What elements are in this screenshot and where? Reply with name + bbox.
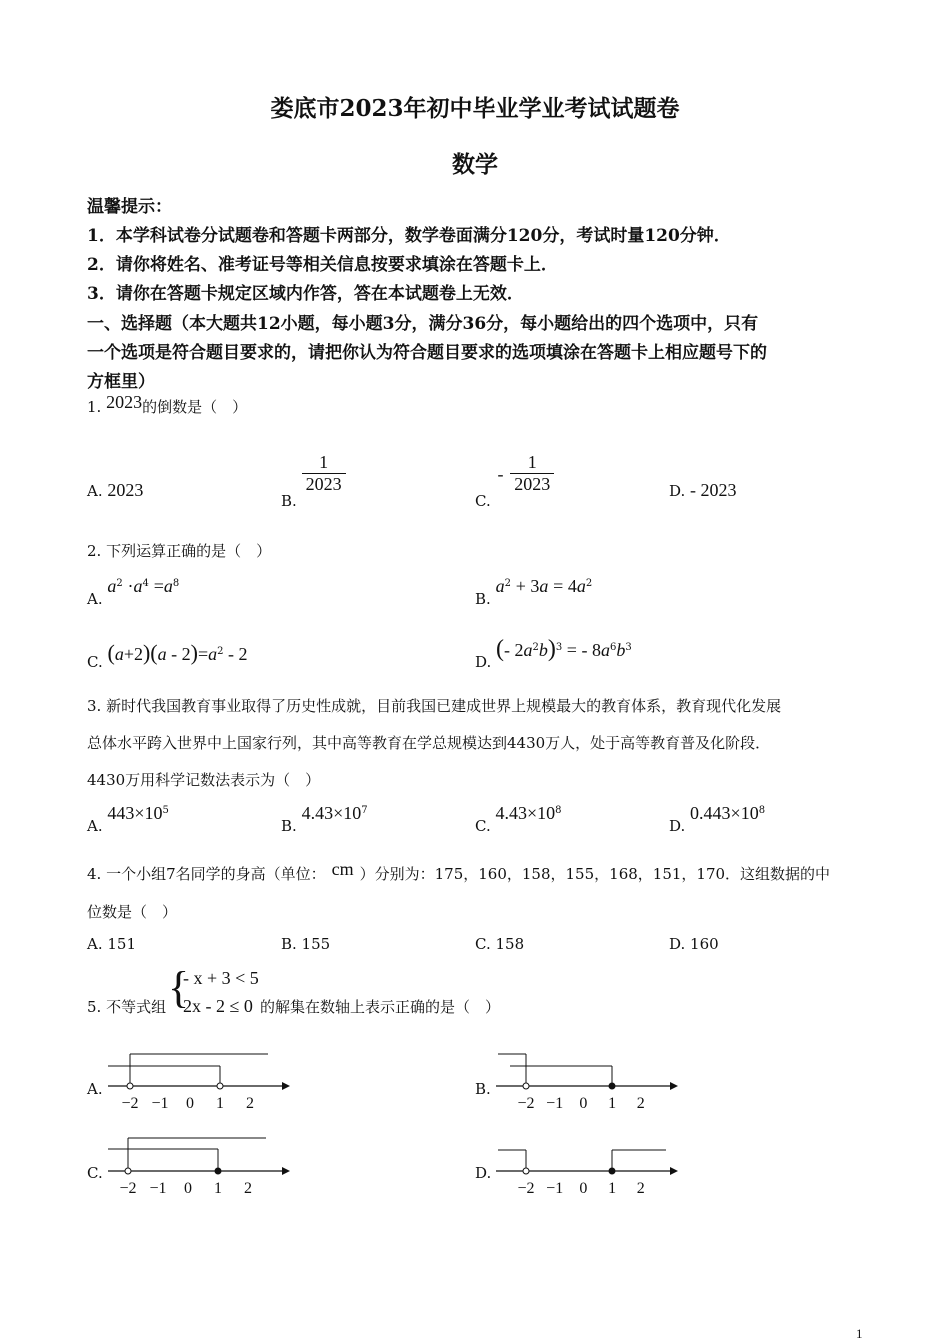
section-heading-line-1: 一、选择题（本大题共12小题，每小题3分，满分36分，每小题给出的四个选项中，只有: [87, 314, 759, 334]
question-2: 2. 下列运算正确的是（ ）: [87, 542, 272, 560]
question-4-line-1: [87, 859, 831, 884]
q1-option-b[interactable]: [281, 452, 346, 510]
option-value: 443×10: [107, 803, 163, 823]
subject-title: 数学: [452, 151, 498, 178]
tick-label: 1: [608, 1180, 617, 1197]
q3-option-b[interactable]: [281, 803, 368, 835]
q5-option-d-number-line[interactable]: [488, 1130, 678, 1200]
tick-label: 2: [636, 1180, 645, 1197]
q4-option-d[interactable]: D. 160: [669, 935, 719, 953]
q4-text-post: ）分别为：175，160，158，155，168，151，170．这组数据的中: [359, 865, 831, 883]
system-brace: {: [168, 963, 190, 1012]
option-label: B.: [475, 590, 491, 608]
tick-label: 1: [214, 1180, 222, 1197]
q2-d-expression: (- $2a^2b)^3$ = - $8a^6b^3$: [496, 636, 632, 662]
q2-option-b[interactable]: [475, 576, 593, 608]
minus-sign: -: [497, 463, 504, 484]
q5-text-pre: 5. 不等式组: [87, 998, 167, 1016]
option-label: C.: [475, 491, 491, 510]
option-label: A.: [87, 482, 103, 500]
q1-option-c[interactable]: [475, 452, 554, 510]
page-number: 1: [856, 1326, 863, 1341]
tick-label: −1: [546, 1095, 564, 1112]
exponent: 8: [758, 805, 766, 816]
exponent: 7: [361, 805, 368, 816]
question-4-line-2: 位数是（ ）: [87, 903, 178, 921]
q5-option-a-number-line[interactable]: [100, 1045, 290, 1115]
tick-label: −1: [546, 1180, 564, 1197]
option-value: 0.443×10: [690, 803, 759, 823]
q5-option-c-number-line[interactable]: [100, 1130, 290, 1200]
tick-group: [121, 1095, 254, 1112]
q3-option-d[interactable]: [669, 803, 766, 835]
option-label: D.: [475, 653, 492, 671]
tick-group: [517, 1095, 644, 1112]
closed-point: [215, 1168, 221, 1174]
notice-heading: 温馨提示：: [87, 197, 172, 217]
q5-option-b-label[interactable]: B.: [475, 1080, 491, 1098]
option-label: C.: [475, 817, 491, 835]
tick-label: 0: [579, 1180, 588, 1197]
q1-option-d[interactable]: [669, 480, 737, 501]
q2-option-a[interactable]: [87, 576, 180, 608]
tick-label: 0: [186, 1095, 194, 1112]
exponent: 8: [555, 805, 562, 816]
tick-label: 0: [184, 1180, 192, 1197]
tick-label: 1: [608, 1095, 617, 1112]
tick-label: 2: [246, 1095, 254, 1112]
open-point: [125, 1168, 131, 1174]
q2-option-c[interactable]: [87, 640, 248, 671]
open-point: [127, 1083, 133, 1089]
axis-arrow: [670, 1082, 678, 1090]
tick-label: −2: [517, 1180, 535, 1197]
notice-line-2: 2．请你将姓名、准考证号等相关信息按要求填涂在答题卡上．: [87, 255, 558, 275]
q5-option-b-number-line[interactable]: [488, 1045, 678, 1115]
q5-option-c-label[interactable]: C.: [87, 1164, 103, 1182]
option-label: C.: [87, 653, 103, 671]
notice-line-1: 1．本学科试卷分试题卷和答题卡两部分，数学卷面满分120分，考试时量120分钟．: [87, 226, 731, 246]
open-point: [523, 1168, 529, 1174]
exam-title: 娄底市2023年初中毕业学业考试试题卷: [270, 95, 680, 122]
q2-a-expression: $a^2 \cdot a^4 =a^8$: [107, 576, 180, 596]
tick-group: [517, 1180, 644, 1197]
tick-label: 2: [244, 1180, 252, 1197]
option-label: B.: [281, 817, 297, 835]
closed-point: [609, 1083, 615, 1089]
fraction: [302, 452, 346, 495]
fraction-numerator: 1: [510, 452, 554, 474]
inequality-2: 2x - 2 ≤ 0: [183, 996, 253, 1016]
axis-arrow: [670, 1167, 678, 1175]
option-label: B.: [281, 491, 297, 510]
fraction-denominator: 2023: [514, 474, 551, 494]
option-value: 4.43×10: [495, 803, 556, 823]
q2-c-expression: $(a+2)(a - 2)=a^2 - 2$: [107, 640, 248, 665]
inequality-1: - x + 3 < 5: [183, 968, 259, 988]
q5-option-d-label[interactable]: D.: [475, 1164, 492, 1182]
q2-option-d[interactable]: [475, 636, 632, 671]
option-label: A.: [87, 817, 103, 835]
question-3-line-1: 3. 新时代我国教育事业取得了历史性成就，目前我国已建成世界上规模最大的教育体系，教育现代化发展: [87, 697, 782, 715]
option-label: A.: [87, 590, 103, 608]
q1-option-a[interactable]: [87, 480, 143, 501]
q1-number: 1.: [87, 398, 102, 416]
q1-text: 的倒数是（ ）: [142, 398, 248, 416]
tick-label: −2: [517, 1095, 535, 1112]
q2-b-expression: $a^2 + 3a = 4a^2$: [495, 576, 593, 596]
q4-option-a[interactable]: A. 151: [87, 935, 136, 953]
open-point: [217, 1083, 223, 1089]
section-heading-line-3: 方框里）: [87, 372, 155, 392]
tick-group: [119, 1180, 252, 1197]
open-point: [523, 1083, 529, 1089]
tick-label: 0: [579, 1095, 588, 1112]
fraction: [510, 452, 554, 495]
exponent: 5: [162, 805, 169, 816]
q5-option-a-label[interactable]: A.: [87, 1080, 103, 1098]
q3-option-c[interactable]: [475, 803, 562, 835]
tick-label: −1: [151, 1095, 169, 1112]
tick-label: 2: [636, 1095, 645, 1112]
option-label: D.: [669, 817, 686, 835]
q4-text-pre: 4. 一个小组7名同学的身高（单位：: [87, 865, 326, 883]
question-3-line-3: 4430万用科学记数法表示为（ ）: [87, 771, 321, 789]
question-1: [87, 392, 248, 417]
question-3-line-2: 总体水平跨入世界中上国家行列，其中高等教育在学总规模达到4430万人，处于高等教育普及化阶段．: [87, 734, 771, 752]
axis-arrow: [282, 1167, 290, 1175]
tick-label: −2: [119, 1180, 137, 1197]
tick-label: −2: [121, 1095, 139, 1112]
option-value: - 2023: [690, 480, 737, 500]
notice-line-3: 3．请你在答题卡规定区域内作答，答在本试题卷上无效．: [87, 284, 524, 304]
closed-point: [609, 1168, 615, 1174]
q4-option-b[interactable]: B. 155: [281, 935, 331, 953]
axis-arrow: [282, 1082, 290, 1090]
fraction-numerator: 1: [302, 452, 346, 474]
tick-label: 1: [216, 1095, 224, 1112]
q1-math: 2023: [106, 392, 143, 412]
section-heading-line-2: 一个选项是符合题目要求的，请把你认为符合题目要求的选项填涂在答题卡上相应题号下的: [87, 343, 767, 363]
fraction-denominator: 2023: [305, 474, 342, 494]
q3-option-a[interactable]: [87, 803, 169, 835]
option-label: D.: [669, 482, 686, 500]
option-value: 2023: [107, 480, 144, 500]
tick-label: −1: [149, 1180, 167, 1197]
q4-option-c[interactable]: C. 158: [475, 935, 525, 953]
unit: cm: [331, 859, 354, 879]
option-value: 4.43×10: [301, 803, 362, 823]
q5-text-post: 的解集在数轴上表示正确的是（ ）: [260, 998, 501, 1016]
